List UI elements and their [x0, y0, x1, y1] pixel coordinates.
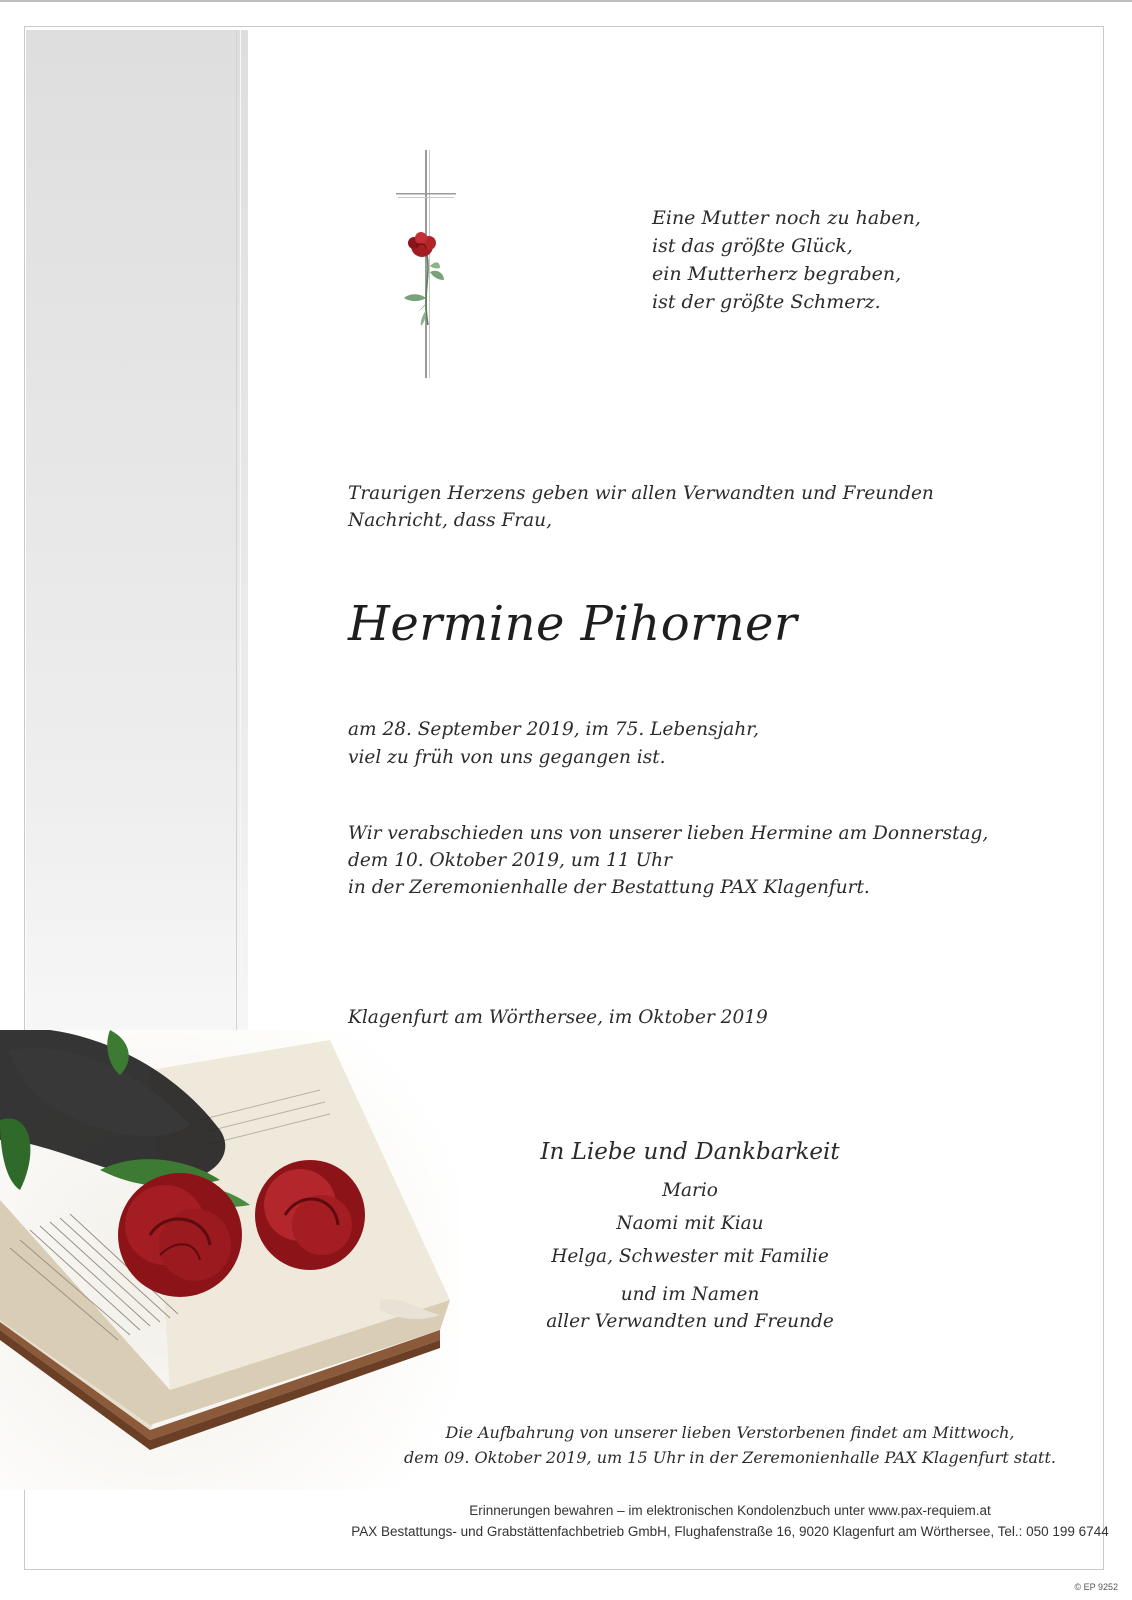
- place-and-date: Klagenfurt am Wörthersee, im Oktober 2019: [348, 1007, 768, 1028]
- spacer: [500, 1273, 880, 1281]
- verse: [652, 204, 921, 316]
- farewell-line: Wir verabschieden uns von unserer lieben Hermine am Donnerstag,: [348, 823, 989, 844]
- decorative-side-band: [26, 30, 248, 1040]
- viewing-line: Die Aufbahrung von unserer lieben Verstorbenen findet am Mittwoch,: [445, 1423, 1015, 1442]
- farewell-line: dem 10. Oktober 2019, um 11 Uhr: [348, 850, 672, 871]
- mourner-name: Helga, Schwester mit Familie: [551, 1246, 829, 1267]
- announcement-intro: [348, 480, 934, 534]
- mourner-name: Mario: [662, 1180, 718, 1201]
- mourners-section: [500, 1136, 880, 1335]
- intro-line: Nachricht, dass Frau,: [348, 510, 552, 531]
- farewell-text: [348, 820, 988, 901]
- footer-company-line: PAX Bestattungs- und Grabstättenfachbetrieb GmbH, Flughafenstraße 16, 9020 Klagenfurt am Wörthersee, Tel.: 050 199 6744: [351, 1524, 1109, 1539]
- verse-line: ein Mutterherz begraben,: [652, 263, 902, 285]
- intro-line: Traurigen Herzens geben wir allen Verwandten und Freunden: [348, 483, 934, 504]
- death-date-text: [348, 716, 759, 772]
- footer-condolence-line: Erinnerungen bewahren – im elektronischen Kondolenzbuch unter www.pax-requiem.at: [469, 1503, 991, 1518]
- viewing-line: dem 09. Oktober 2019, um 15 Uhr in der Zeremonienhalle PAX Klagenfurt statt.: [404, 1448, 1056, 1467]
- cross-with-rose-icon: [396, 150, 462, 378]
- mourners-heading: In Liebe und Dankbarkeit: [540, 1139, 840, 1165]
- farewell-line: in der Zeremonienhalle der Bestattung PAX Klagenfurt.: [348, 877, 870, 898]
- footer: [300, 1500, 1132, 1542]
- viewing-notice: [300, 1420, 1132, 1470]
- deceased-name: Hermine Pihorner: [348, 596, 798, 652]
- verse-line: ist das größte Glück,: [652, 235, 853, 257]
- verse-line: Eine Mutter noch zu haben,: [652, 207, 921, 229]
- top-rule: [0, 0, 1132, 2]
- dates-line: viel zu früh von uns gegangen ist.: [348, 747, 666, 768]
- mourners-closing-line: aller Verwandten und Freunde: [546, 1311, 834, 1332]
- mourner-name: Naomi mit Kiau: [616, 1213, 764, 1234]
- mourners-closing-line: und im Namen: [620, 1284, 760, 1305]
- side-band-edge: [236, 30, 237, 1040]
- template-code: © EP 9252: [1074, 1582, 1118, 1592]
- verse-line: ist der größte Schmerz.: [652, 291, 881, 313]
- dates-line: am 28. September 2019, im 75. Lebensjahr,: [348, 719, 759, 740]
- side-band-highlight: [240, 30, 241, 1040]
